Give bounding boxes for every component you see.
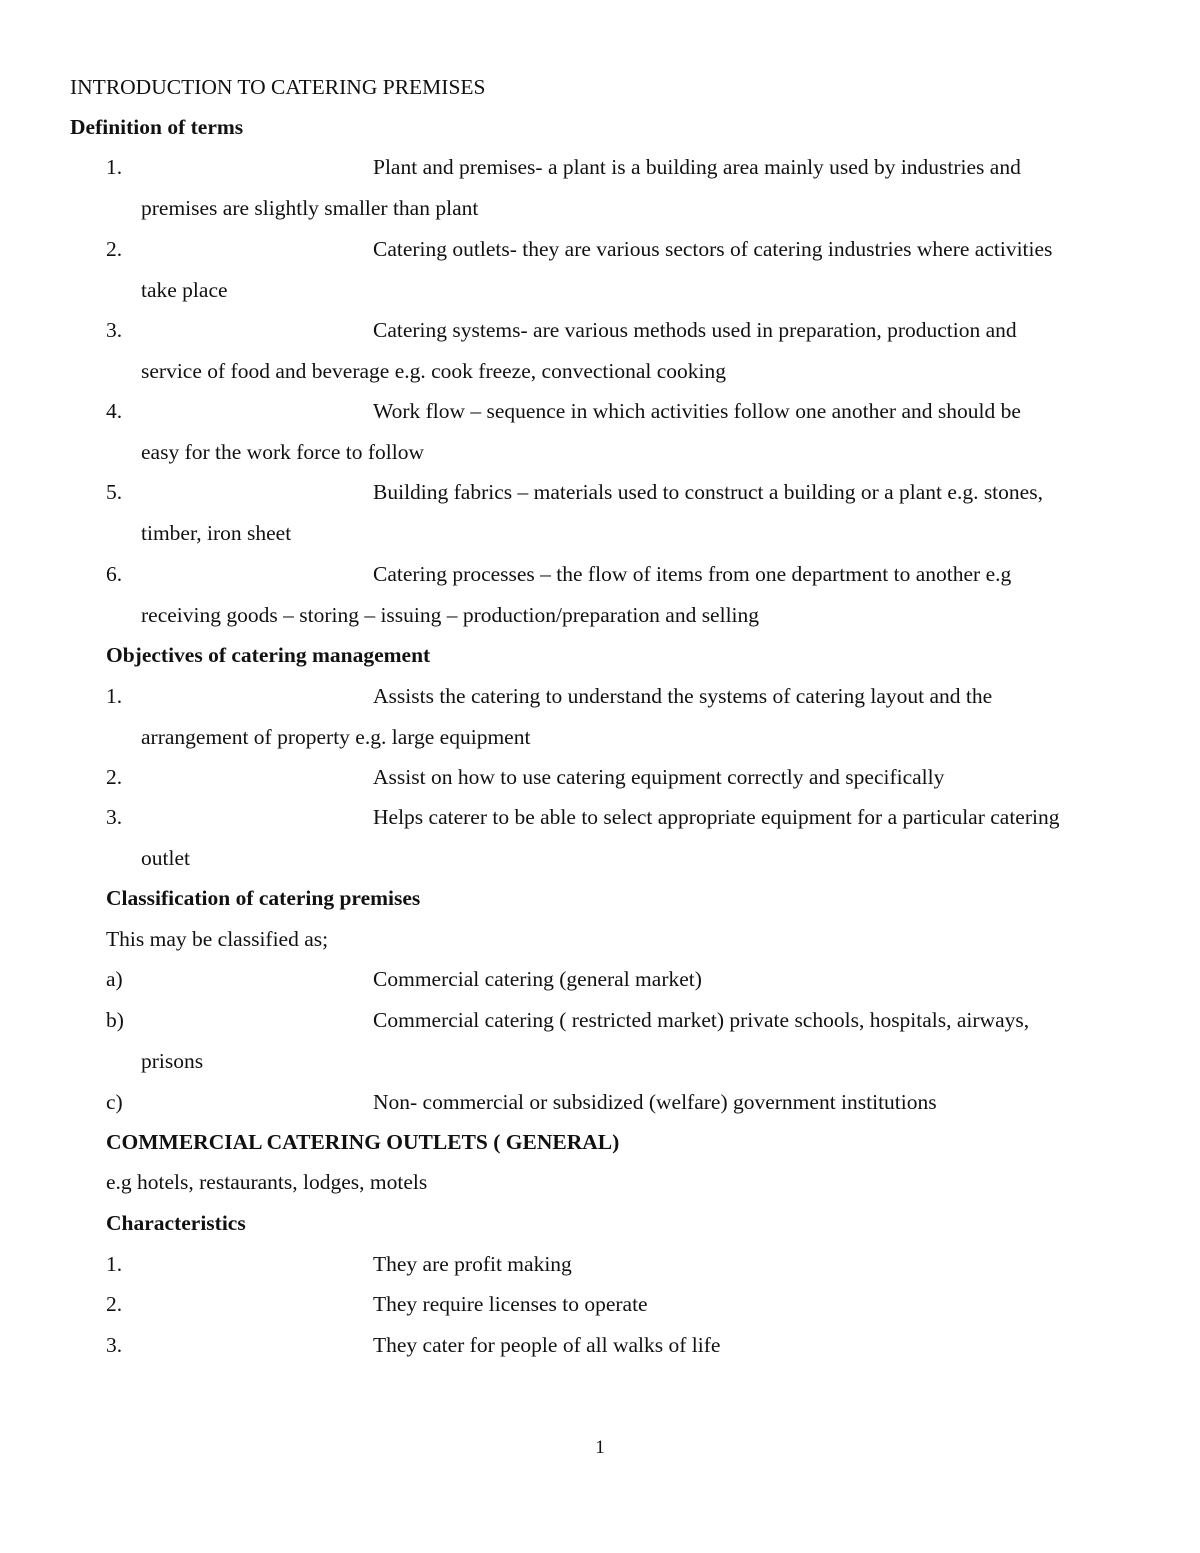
- classification-text: Non- commercial or subsidized (welfare) government institutions: [373, 1090, 937, 1114]
- page-number: 1: [595, 1437, 605, 1458]
- definition-text: Work flow – sequence in which activities follow one another and should be: [373, 399, 1021, 423]
- objective-continuation: arrangement of property e.g. large equipment: [141, 725, 531, 749]
- classification-continuation: prisons: [141, 1049, 204, 1073]
- definition-continuation: timber, iron sheet: [141, 521, 292, 545]
- page-title: INTRODUCTION TO CATERING PREMISES: [70, 75, 486, 99]
- objectives-heading: Objectives of catering management: [106, 643, 431, 667]
- definition-number: 5.: [106, 480, 123, 504]
- classification-text: Commercial catering (general market): [373, 967, 702, 991]
- commercial-examples: e.g hotels, restaurants, lodges, motels: [106, 1170, 428, 1194]
- classification-letter: a): [106, 967, 123, 991]
- classification-text: Commercial catering ( restricted market) private schools, hospitals, airways,: [373, 1008, 1030, 1032]
- objective-number: 2.: [106, 765, 123, 789]
- definition-continuation: take place: [141, 278, 228, 302]
- classification-letter: b): [106, 1008, 124, 1032]
- objective-text: Assists the catering to understand the systems of catering layout and the: [373, 684, 993, 708]
- definition-text: Plant and premises- a plant is a building area mainly used by industries and: [373, 155, 1021, 179]
- definition-text: Catering outlets- they are various sectors of catering industries where activities: [373, 237, 1053, 261]
- objective-text: Assist on how to use catering equipment correctly and specifically: [373, 765, 945, 789]
- characteristic-number: 1.: [106, 1252, 123, 1276]
- definition-continuation: premises are slightly smaller than plant: [141, 196, 479, 220]
- classification-intro: This may be classified as;: [106, 927, 329, 951]
- definitions-heading: Definition of terms: [70, 115, 244, 139]
- characteristic-text: They require licenses to operate: [373, 1292, 648, 1316]
- classification-heading: Classification of catering premises: [106, 886, 421, 910]
- definition-number: 6.: [106, 562, 123, 586]
- classification-letter: c): [106, 1090, 123, 1114]
- definition-continuation: receiving goods – storing – issuing – production/preparation and selling: [141, 603, 760, 627]
- objective-continuation: outlet: [141, 846, 190, 870]
- objective-number: 3.: [106, 805, 123, 829]
- characteristic-number: 2.: [106, 1292, 123, 1316]
- objective-number: 1.: [106, 684, 123, 708]
- characteristic-text: They cater for people of all walks of life: [373, 1333, 721, 1357]
- definition-continuation: easy for the work force to follow: [141, 440, 424, 464]
- characteristic-text: They are profit making: [373, 1252, 572, 1276]
- definition-number: 1.: [106, 155, 123, 179]
- definition-text: Building fabrics – materials used to construct a building or a plant e.g. stones,: [373, 480, 1043, 504]
- characteristics-heading: Characteristics: [106, 1211, 246, 1235]
- definition-text: Catering systems- are various methods used in preparation, production and: [373, 318, 1017, 342]
- definition-continuation: service of food and beverage e.g. cook freeze, convectional cooking: [141, 359, 727, 383]
- definition-number: 4.: [106, 399, 123, 423]
- characteristic-number: 3.: [106, 1333, 123, 1357]
- definition-number: 2.: [106, 237, 123, 261]
- definition-text: Catering processes – the flow of items from one department to another e.g: [373, 562, 1012, 586]
- objective-text: Helps caterer to be able to select appropriate equipment for a particular catering: [373, 805, 1060, 829]
- definition-number: 3.: [106, 318, 123, 342]
- commercial-heading: COMMERCIAL CATERING OUTLETS ( GENERAL): [106, 1130, 620, 1154]
